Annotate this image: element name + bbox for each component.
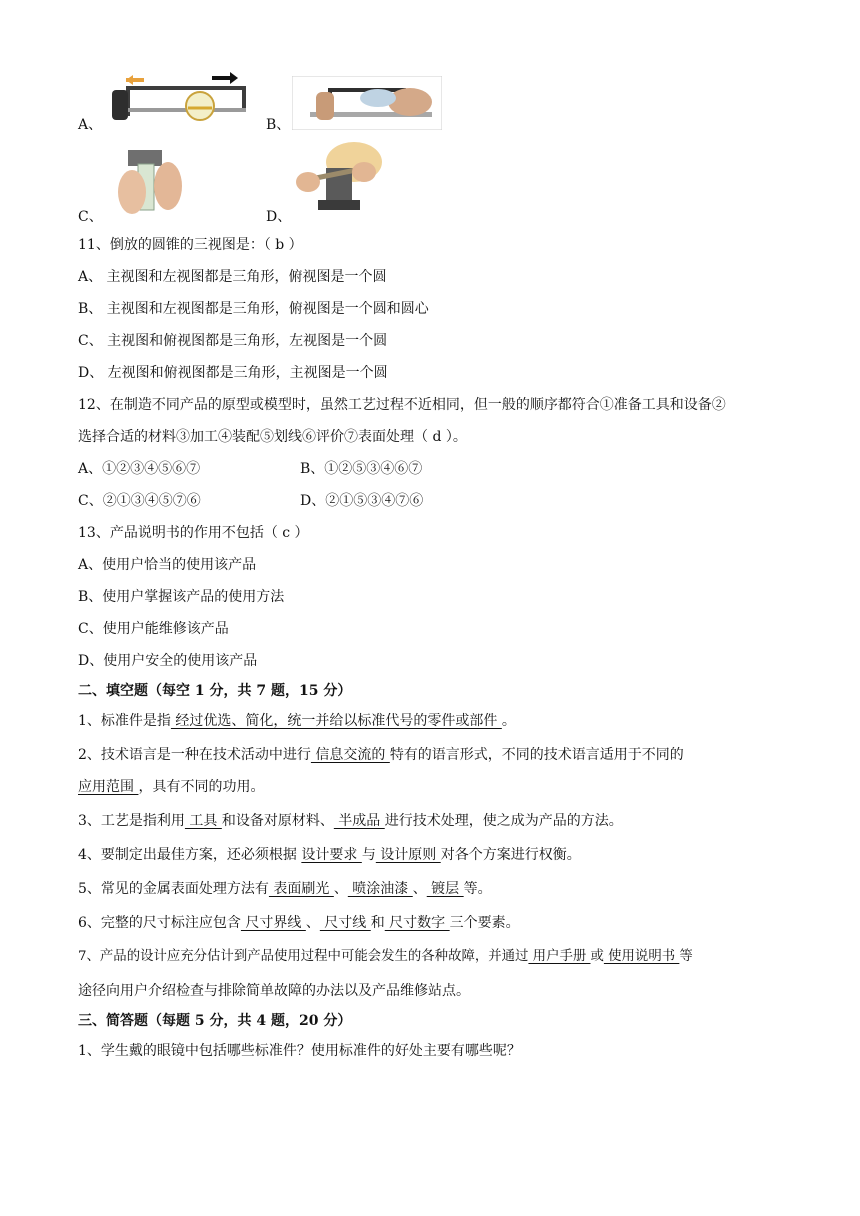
- fill-q3-answer2: 半成品: [333, 813, 385, 829]
- q12-stem-line1: 12、在制造不同产品的原型或模型时，虽然工艺过程不近相同，但一般的顺序都符合①准备工具和设备②: [78, 397, 726, 413]
- fill-q7-etc: 等: [679, 949, 693, 964]
- fill-q6-sep1: 、: [305, 915, 320, 931]
- fill-q2-text2: 特有的语言形式，不同的技术语言适用于不同的: [389, 747, 684, 763]
- fill-q4-text2: 与: [361, 847, 376, 863]
- fill-q5-sep2: 、: [412, 881, 427, 897]
- q11-option-b: B、 主视图和左视图都是三角形，俯视图是一个圆和圆心: [78, 301, 429, 317]
- q13-option-c: C、使用户能维修该产品: [78, 621, 229, 637]
- fill-q4: [78, 846, 581, 864]
- fill-q4-answer1: 设计要求: [301, 847, 362, 863]
- fill-q7-answer2: 使用说明书: [603, 949, 680, 964]
- fill-q5: [78, 880, 492, 898]
- fill-q3-end: 进行技术处理，使之成为产品的方法。: [384, 813, 623, 829]
- fill-q2-answer1: 信息交流的: [310, 747, 390, 763]
- hacksaw-pushing-illustration: [104, 68, 260, 130]
- short-answer-q1: 1、学生戴的眼镜中包括哪些标准件？使用标准件的好处主要有哪些呢？: [78, 1043, 521, 1059]
- fill-q1: [78, 712, 516, 730]
- fill-q5-answer1: 表面刷光: [268, 881, 334, 897]
- fill-q3: [78, 812, 623, 830]
- fill-q1-text: 1、标准件是指: [78, 713, 171, 729]
- fill-q5-end: 等。: [463, 881, 492, 897]
- option-a-label: A、: [78, 117, 103, 133]
- section3-title: 三、简答题（每题 5 分，共 4 题，20 分）: [78, 1013, 352, 1029]
- fill-q6-answer3: 尺寸数字: [384, 915, 450, 931]
- q11-option-c: C、 主视图和俯视图都是三角形，左视图是一个圆: [78, 333, 388, 349]
- fill-q3-text: 3、工艺是指利用: [78, 813, 185, 829]
- fill-q6: [78, 914, 520, 932]
- q11-stem: 11、倒放的圆锥的三视图是：（ b ）: [78, 237, 303, 253]
- file-grip-illustration: [114, 144, 186, 220]
- fill-q1-end: 。: [501, 713, 516, 729]
- filing-vise-illustration: [292, 138, 384, 220]
- fill-q6-text: 6、完整的尺寸标注应包含: [78, 915, 241, 931]
- q12-option-b: B、①②⑤③④⑥⑦: [300, 461, 423, 477]
- q13-option-d: D、使用户安全的使用该产品: [78, 653, 258, 669]
- fill-q5-answer2: 喷涂油漆: [347, 881, 413, 897]
- fill-q2-text: 2、技术语言是一种在技术活动中进行: [78, 747, 311, 763]
- section2-title: 二、填空题（每空 1 分，共 7 题，15 分）: [78, 683, 352, 699]
- fill-q6-sep2: 和: [370, 915, 385, 931]
- option-c-label: C、: [78, 209, 103, 225]
- fill-q7-text: 7、产品的设计应充分估计到产品使用过程中可能会发生的各种故障，并通过: [78, 949, 529, 964]
- fill-q6-end: 三个要素。: [449, 915, 520, 931]
- fill-q6-answer2: 尺寸线: [319, 915, 371, 931]
- fill-q7-line2: 途径向用户介绍检查与排除简单故障的办法以及产品维修站点。: [78, 983, 470, 999]
- fill-q5-text: 5、常见的金属表面处理方法有: [78, 881, 269, 897]
- fill-q3-text2: 和设备对原材料、: [221, 813, 334, 829]
- option-d-label: D、: [266, 209, 292, 225]
- fill-q2-answer2: 应用范围: [78, 779, 139, 795]
- q11-option-d: D、 左视图和俯视图都是三角形，主视图是一个圆: [78, 365, 388, 381]
- fill-q7-or: 或: [590, 949, 604, 964]
- q13-stem: 13、产品说明书的作用不包括（ c ）: [78, 525, 309, 541]
- hacksaw-hand-grip-illustration: [292, 76, 442, 130]
- q11-option-a: A、 主视图和左视图都是三角形，俯视图是一个圆: [78, 269, 387, 285]
- fill-q2-end: ，具有不同的功用。: [138, 779, 265, 795]
- fill-q5-answer3: 镀层: [426, 881, 464, 897]
- option-b-label: B、: [266, 117, 291, 133]
- fill-q4-answer2: 设计原则: [375, 847, 441, 863]
- fill-q1-answer: 经过优选、简化，统一并给以标准代号的零件或部件: [170, 713, 502, 729]
- fill-q4-text: 4、要制定出最佳方案，还必须根据: [78, 847, 302, 863]
- fill-q2-line2: [78, 778, 264, 796]
- fill-q6-answer1: 尺寸界线: [240, 915, 306, 931]
- fill-q5-sep1: 、: [333, 881, 348, 897]
- q13-option-a: A、使用户恰当的使用该产品: [78, 557, 257, 573]
- fill-q3-answer1: 工具: [184, 813, 222, 829]
- fill-q4-end: 对各个方案进行权衡。: [440, 847, 581, 863]
- q12-option-a: A、①②③④⑤⑥⑦: [78, 461, 201, 477]
- q12-option-d: D、②①⑤③④⑦⑥: [300, 493, 424, 509]
- fill-q7-line1: [78, 948, 693, 966]
- q12-stem-line2: 选择合适的材料③加工④装配⑤划线⑥评价⑦表面处理（ d ）。: [78, 429, 467, 445]
- q12-option-c: C、②①③④⑤⑦⑥: [78, 493, 201, 509]
- q13-option-b: B、使用户掌握该产品的使用方法: [78, 589, 285, 605]
- fill-q7-answer1: 用户手册: [528, 949, 591, 964]
- fill-q2-line1: [78, 746, 684, 764]
